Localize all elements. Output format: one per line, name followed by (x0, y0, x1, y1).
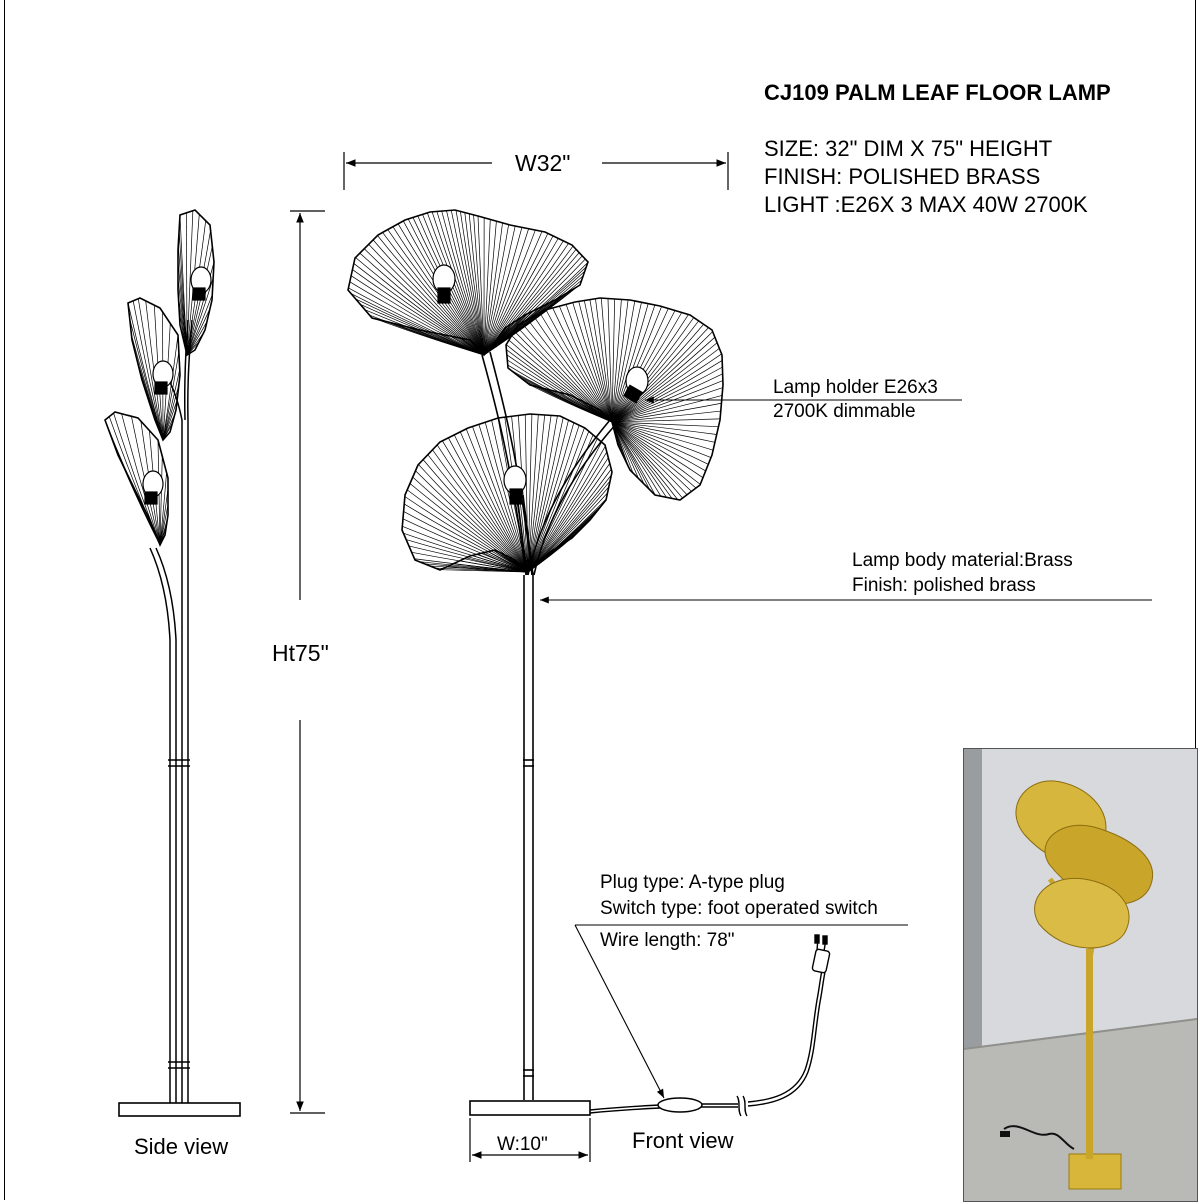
spec-finish: FINISH: POLISHED BRASS (764, 164, 1041, 189)
switch-type-note: Switch type: foot operated switch (600, 898, 878, 919)
spec-size: SIZE: 32" DIM X 75" HEIGHT (764, 136, 1053, 161)
front-view-leaves (348, 210, 723, 572)
front-view-base (470, 1101, 590, 1115)
base-width-label: W:10" (497, 1134, 548, 1155)
power-cord (590, 970, 825, 1116)
height-dimension-label: Ht75" (268, 640, 333, 667)
wire-length-note: Wire length: 78" (600, 930, 735, 951)
page-title: CJ109 PALM LEAF FLOOR LAMP (764, 80, 1111, 105)
plug-type-note: Plug type: A-type plug (600, 872, 785, 893)
leaf-right (506, 298, 723, 500)
side-view-base (119, 1103, 240, 1116)
product-photo (963, 748, 1198, 1202)
width-dimension-label: W32" (515, 150, 571, 176)
foot-switch (658, 1098, 702, 1112)
body-finish-note: Finish: polished brass (852, 575, 1036, 596)
lamp-holder-note-2: 2700K dimmable (773, 401, 916, 422)
side-view-label: Side view (134, 1134, 229, 1159)
front-view-label: Front view (632, 1128, 734, 1153)
spec-light: LIGHT :E26X 3 MAX 40W 2700K (764, 192, 1088, 217)
lamp-holder-note-1: Lamp holder E26x3 (773, 377, 938, 398)
body-material-note: Lamp body material:Brass (852, 550, 1073, 571)
plug (812, 935, 830, 973)
leaf-bottom (402, 414, 612, 572)
